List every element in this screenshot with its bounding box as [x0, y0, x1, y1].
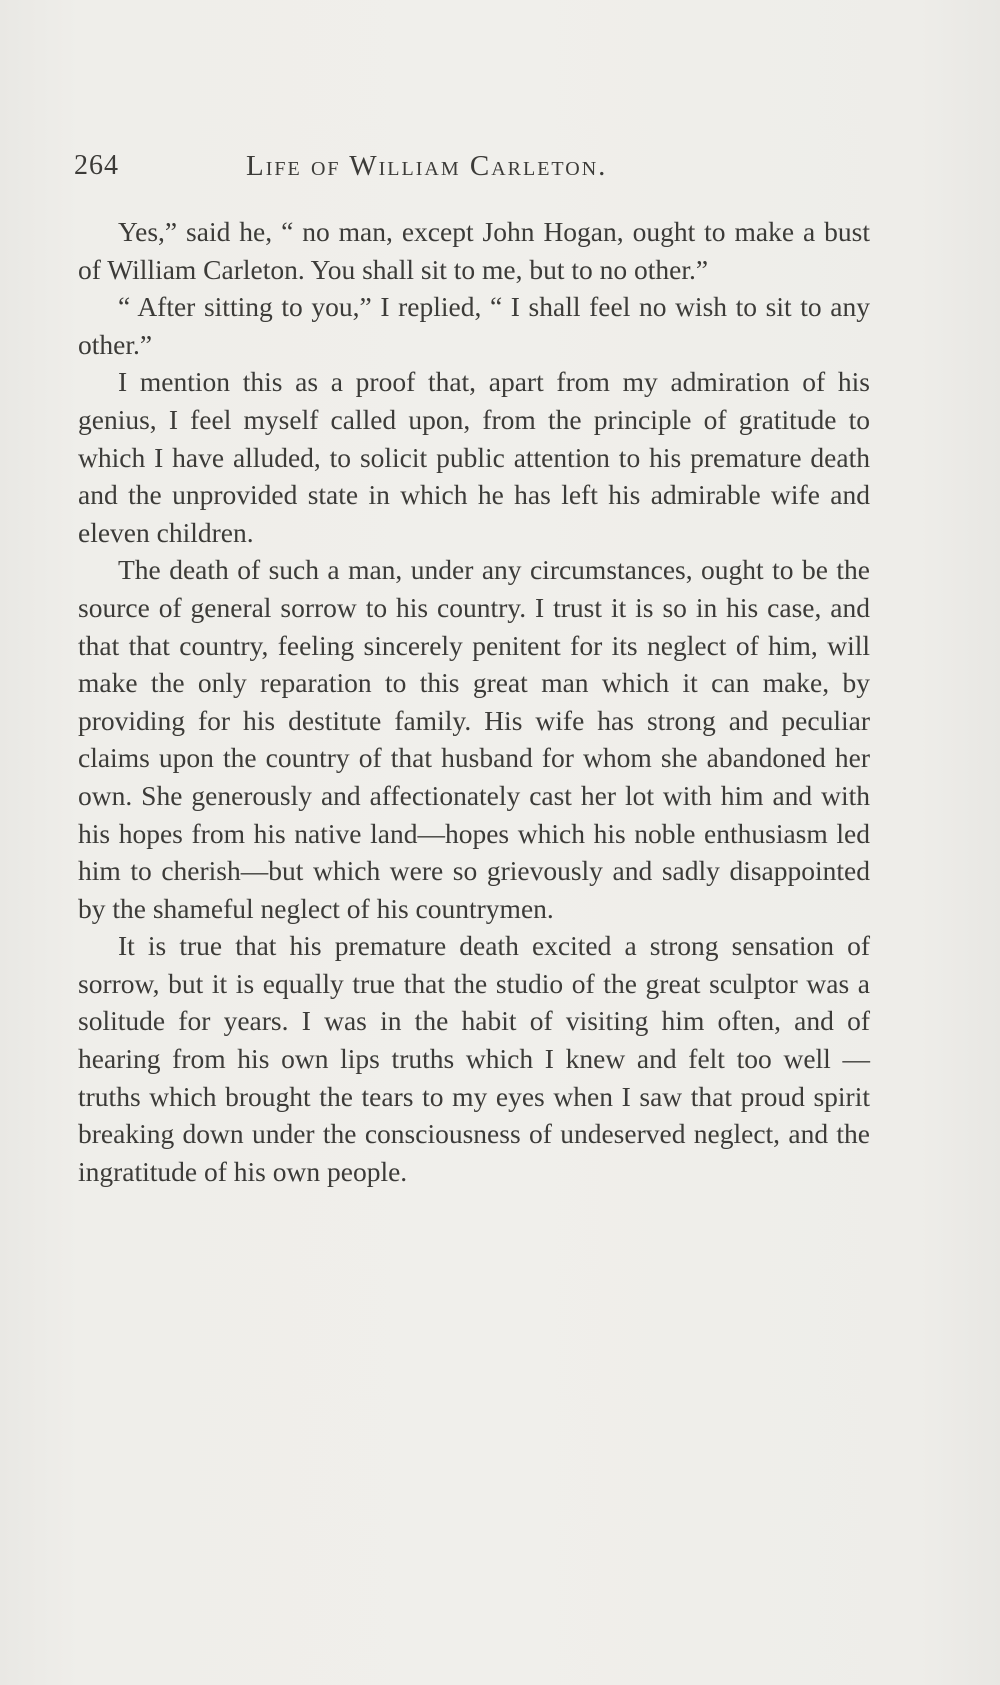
running-title: Life of William Carleton. [246, 150, 608, 182]
paragraph: The death of such a man, under any circumstances, ought to be the source of general sorrow to his country. I trust it is so in his case, and that that country, feeling sincerely penitent for its neglect of him, will make the only reparation to this great man which it can make, by providing for his destitute family. His wife has strong and peculiar claims upon the country of that husband for whom she abandoned her own. She generously and affectionately cast her lot with him and with his hopes from his native land—hopes which his noble enthusiasm led him to cherish—but which were so grievously and sadly disappointed by the shameful neglect of his countrymen. [78, 554, 870, 924]
paragraph: Yes,” said he, “ no man, except John Hogan, ought to make a bust of William Carleton. You shall sit to me, but to no other.” [78, 216, 870, 285]
paragraph: “ After sitting to you,” I replied, “ I shall feel no wish to sit to any other.” [78, 291, 870, 360]
running-head [74, 150, 874, 190]
paragraph: It is true that his premature death excited a strong sensation of sorrow, but it is equally true that the studio of the great sculptor was a solitude for years. I was in the habit of visiting him often, and of hearing from his own lips truths which I knew and felt too well —truths which brought the tears to my eyes when I saw that proud spirit breaking down under the consciousness of undeserved neglect, and the ingratitude of his own people. [78, 930, 870, 1187]
body-text [78, 213, 870, 1190]
page-number: 264 [74, 150, 119, 181]
paragraph: I mention this as a proof that, apart from my admiration of his genius, I feel myself called upon, from the principle of gratitude to which I have alluded, to solicit public attention to his premature death and the unprovided state in which he has left his admirable wife and eleven children. [78, 366, 870, 548]
